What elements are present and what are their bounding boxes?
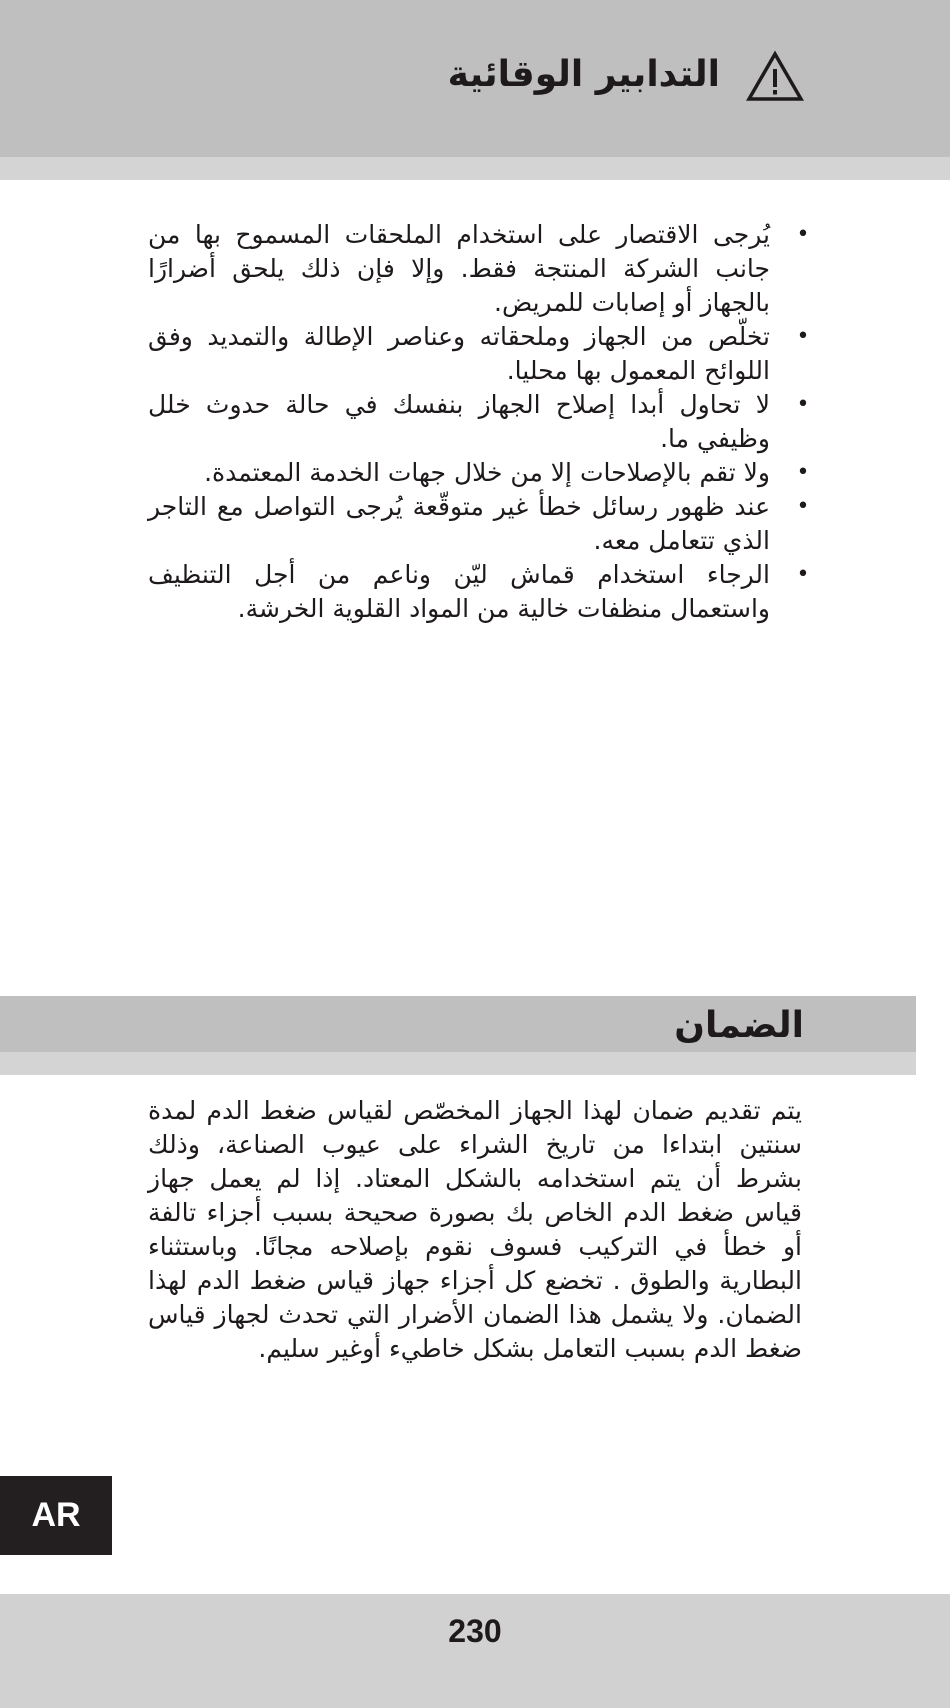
list-item (148, 558, 808, 626)
precautions-list (148, 218, 808, 626)
bullet-icon: • (796, 562, 810, 587)
section-title-warranty: الضمان (674, 1005, 804, 1046)
list-item (148, 490, 808, 558)
list-item-text: يُرجى الاقتصار على استخدام الملحقات المسموح بها من جانب الشركة المنتجة فقط. وإلا فإن ذلك يلحق أضرارًا بالجهاز أو إصابات للمريض. (148, 220, 770, 317)
list-item-text: ولا تقم بالإصلاحات إلا من خلال جهات الخدمة المعتمدة. (204, 458, 770, 487)
header-stripe (0, 157, 950, 180)
list-item-text: تخلّص من الجهاز وملحقاته وعناصر الإطالة والتمديد وفق اللوائح المعمول بها محليا. (148, 322, 770, 385)
bullet-icon: • (796, 392, 810, 417)
list-item (148, 320, 808, 388)
warning-triangle-icon (746, 50, 804, 102)
bullet-icon: • (796, 460, 810, 485)
section-title-precautions: التدابير الوقائية (447, 54, 720, 95)
bullet-icon: • (796, 222, 810, 247)
list-item-text: عند ظهور رسائل خطأ غير متوقّعة يُرجى التواصل مع التاجر الذي تتعامل معه. (148, 492, 770, 555)
list-item-text: لا تحاول أبدا إصلاح الجهاز بنفسك في حالة حدوث خلل وظيفي ما. (148, 390, 770, 453)
language-badge: AR (0, 1476, 112, 1555)
warranty-paragraph: يتم تقديم ضمان لهذا الجهاز المخصّص لقياس ضغط الدم لمدة سنتين ابتداءا من تاريخ الشراء على عيوب الصناعة، وذلك بشرط أن يتم استخدامه بالشكل المعتاد. إذا لم يعمل جهاز قياس ضغط الدم الخاص بك بصورة صحيحة بسبب أجزاء تالفة أو خطأ في التركيب فسوف نقوم بإصلاحه مجانًا. وباستثناء البطارية والطوق . تخضع كل أجزاء جهاز قياس ضغط الدم لهذا الضمان. ولا يشمل هذا الضمان الأضرار التي تحدث لجهاز قياس ضغط الدم بسبب التعامل بشكل خاطيء أوغير سليم. (148, 1096, 802, 1363)
list-item (148, 218, 808, 320)
warranty-header-stripe (0, 1052, 916, 1075)
footer-band (0, 1594, 950, 1708)
bullet-icon: • (796, 324, 810, 349)
list-item-text: الرجاء استخدام قماش ليّن وناعم من أجل التنظيف واستعمال منظفات خالية من المواد القلوية الخرشة. (148, 560, 770, 623)
list-item (148, 456, 808, 490)
bullet-icon: • (796, 494, 810, 519)
list-item (148, 388, 808, 456)
page-number: 230 (448, 1613, 502, 1649)
